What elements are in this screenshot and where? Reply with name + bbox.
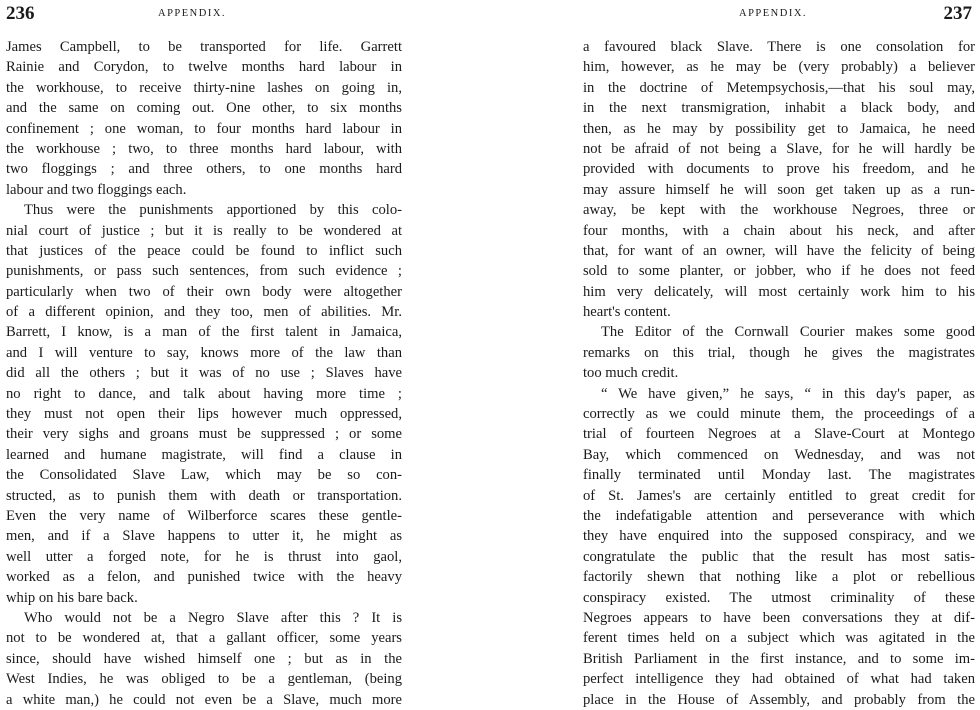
text-line: of a different opinion, and they too, men of abilities. Mr. bbox=[6, 304, 402, 321]
text-line: Barrett, I know, is a man of the first talent in Jamaica, bbox=[6, 324, 402, 341]
text-line: worked as a felon, and punished twice with the heavy bbox=[6, 569, 402, 586]
text-line: their very sighs and groans must be suppressed ; or some bbox=[6, 426, 402, 443]
text-line: The Editor of the Cornwall Courier makes some good bbox=[601, 324, 975, 341]
text-line: finally terminated until Monday last. The magistrates bbox=[583, 467, 975, 484]
text-line: they must not open their lips however much oppressed, bbox=[6, 406, 402, 423]
text-line: structed, as to punish them with death or transportation. bbox=[6, 487, 402, 504]
left-page bbox=[0, 0, 490, 708]
text-line: Thus were the punishments apportioned by this colo- bbox=[24, 202, 402, 219]
text-line: British Parliament in the first instance, and to some im- bbox=[583, 650, 975, 667]
text-line: factorily shewn that nothing like a plot or rebellious bbox=[583, 569, 975, 586]
text-line: since, should have wished himself one ; but as in the bbox=[6, 650, 402, 667]
left-page-header bbox=[0, 3, 490, 27]
text-line: confinement ; one woman, to four months hard labour in bbox=[6, 120, 402, 137]
text-line: remarks on this trial, though he gives the magistrates bbox=[583, 344, 975, 361]
text-line: trial of fourteen Negroes at a Slave-Court at Montego bbox=[583, 426, 975, 443]
text-line: the workhouse ; two, to three months hard labour, with bbox=[6, 140, 402, 157]
text-line: him very delicately, will most certainly work him to his bbox=[583, 283, 975, 300]
text-line: too much credit. bbox=[583, 365, 679, 382]
text-line: ferent times held on a subject which was agitated in the bbox=[583, 630, 975, 647]
text-line: West Indies, he was obliged to be a gentleman, (being bbox=[6, 671, 402, 688]
text-line: not to be wondered at, that a gallant officer, some years bbox=[6, 630, 402, 647]
text-line: and the same on coming out. One other, to six months bbox=[6, 100, 402, 117]
text-line: of St. James's are certainly entitled to great credit for bbox=[583, 487, 975, 504]
text-line: away, be kept with the workhouse Negroes, three or bbox=[583, 202, 975, 219]
text-line: Even the very name of Wilberforce scares these gentle- bbox=[6, 507, 402, 524]
text-line: no right to dance, and talk about having more time ; bbox=[6, 385, 402, 402]
text-line: may assure himself he will soon get taken up as a run- bbox=[583, 181, 975, 198]
text-line: four months, with a chain about his neck, and after bbox=[583, 222, 975, 239]
text-line: well utter a forged note, for he is thrust into gaol, bbox=[6, 548, 402, 565]
text-line: him, however, as he may be (very probably) a believer bbox=[583, 59, 975, 76]
text-line: heart's content. bbox=[583, 304, 671, 321]
text-line: that, for want of an owner, will have the felicity of being bbox=[583, 242, 975, 259]
text-line: did all the others ; but it was of no use ; Slaves have bbox=[6, 365, 402, 382]
text-line: that justices of the peace could be found to inflict such bbox=[6, 242, 402, 259]
text-line: Who would not be a Negro Slave after this ? It is bbox=[24, 609, 402, 626]
text-line: conspiracy existed. The utmost criminality of these bbox=[583, 589, 975, 606]
text-line: “ We have given,” he says, “ in this day's paper, as bbox=[601, 385, 975, 402]
text-line: Bay, which commenced on Wednesday, and was not bbox=[583, 446, 975, 463]
text-line: provided with documents to prove his freedom, and he bbox=[583, 161, 975, 178]
left-page-text bbox=[6, 37, 402, 710]
right-page-number: 237 bbox=[943, 3, 972, 24]
left-running-head: APPENDIX. bbox=[158, 8, 227, 19]
text-line: in the doctrine of Metempsychosis,—that his soul may, bbox=[583, 79, 975, 96]
text-line: nial court of justice ; but it is really to be wondered at bbox=[6, 222, 402, 239]
text-line: a favoured black Slave. There is one consolation for bbox=[583, 39, 975, 55]
text-line: the Consolidated Slave Law, which may be so con- bbox=[6, 467, 402, 484]
text-line: men, and if a Slave happens to utter it, he might as bbox=[6, 528, 402, 545]
text-line: Rainie and Corydon, to twelve months hard labour in bbox=[6, 59, 402, 76]
left-page-number: 236 bbox=[6, 3, 35, 24]
text-line: particularly when two of their own body were altogether bbox=[6, 283, 402, 300]
right-page bbox=[490, 0, 980, 708]
text-line: learned and humane magistrate, will find a clause in bbox=[6, 446, 402, 463]
text-line: in the next transmigration, inhabit a black body, and bbox=[583, 100, 975, 117]
text-line: not be afraid of not being a Slave, for he will hardly be bbox=[583, 140, 975, 157]
text-line: then, as he may by possibility get to Jamaica, he need bbox=[583, 120, 975, 137]
text-line: punishments, or pass such sentences, from such evidence ; bbox=[6, 263, 402, 280]
text-line: congratulate the public that the result has most satis- bbox=[583, 548, 975, 565]
right-page-header bbox=[490, 3, 980, 27]
text-line: sold to some planter, or jobber, who if he does not feed bbox=[583, 263, 975, 280]
text-line: whip on his bare back. bbox=[6, 589, 138, 606]
text-line: James Campbell, to be transported for life. Garrett bbox=[6, 39, 402, 55]
text-line: the workhouse, to receive thirty-nine lashes on going in, bbox=[6, 79, 402, 96]
right-running-head: APPENDIX. bbox=[739, 8, 808, 19]
text-line: labour and two floggings each. bbox=[6, 181, 187, 198]
text-line: and I will venture to say, knows more of the law than bbox=[6, 344, 402, 361]
text-line: perfect intelligence they had obtained of what had taken bbox=[583, 671, 975, 688]
text-line: they have enquired into the supposed conspiracy, and we bbox=[583, 528, 975, 545]
text-line: two floggings ; and three others, to one months hard bbox=[6, 161, 402, 178]
text-line: correctly as we could minute them, the proceedings of a bbox=[583, 406, 975, 423]
text-line: the indefatigable attention and perseverance with which bbox=[583, 507, 975, 524]
text-line: Negroes appears to have been conversations they at dif- bbox=[583, 609, 975, 626]
text-line: place in the House of Assembly, and probably from the bbox=[583, 691, 975, 708]
text-line: a white man,) he could not even be a Slave, much more bbox=[6, 691, 402, 708]
right-page-text bbox=[583, 37, 975, 710]
